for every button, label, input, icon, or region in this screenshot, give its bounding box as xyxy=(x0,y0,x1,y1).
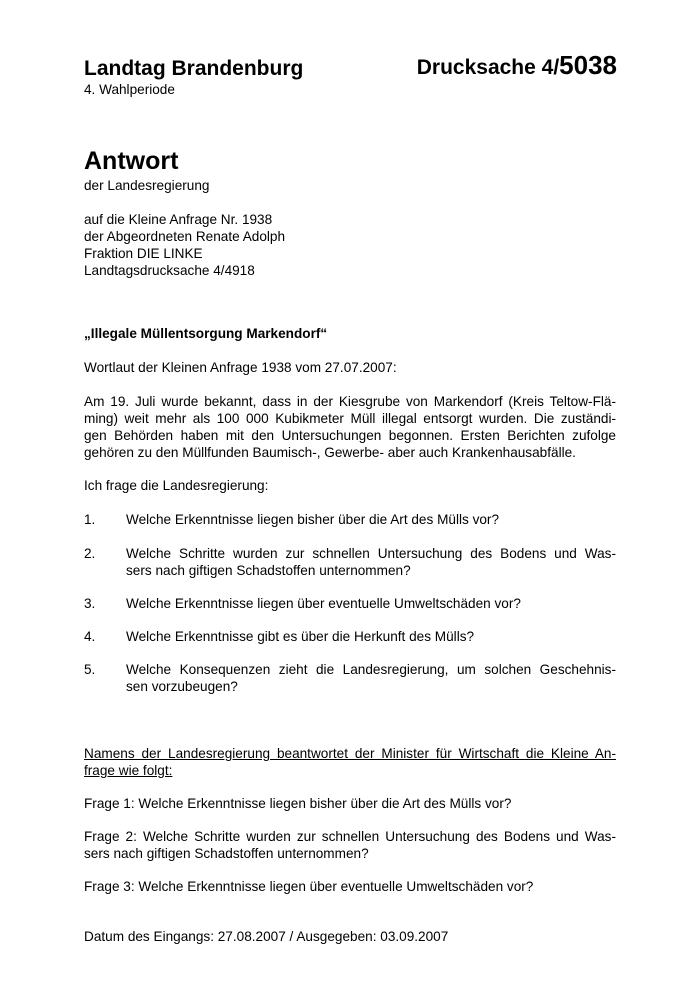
answer-line: Frage 2: Welche Schritte wurden zur schnellen Untersuchung des Bodens und Was- xyxy=(84,829,616,844)
question-text: Welche Erkenntnisse liegen bisher über die Art des Mülls vor? xyxy=(126,512,500,527)
intro-line: ming) weit mehr als 100 000 Kubikmeter Müll illegal entsorgt wurden. Die zuständi- xyxy=(84,411,616,426)
answer-line: Frage 1: Welche Erkenntnisse liegen bisher über die Art des Mülls vor? xyxy=(84,796,512,811)
intro-line: gehören zu den Müllfunden Baumisch-, Gewerbe- aber auch Krankenhausabfälle. xyxy=(84,445,576,460)
receipt-date-footer: Datum des Eingangs: 27.08.2007 / Ausgegeben: 03.09.2007 xyxy=(84,929,449,944)
intro-paragraph xyxy=(84,393,616,461)
question-text: sers nach giftigen Schadstoffen unternommen? xyxy=(126,563,411,578)
question-item xyxy=(84,595,616,612)
question-text: sen vorzubeugen? xyxy=(126,679,238,694)
question-number: 5. xyxy=(84,662,96,677)
intro-line: gen Behörden haben mit den Untersuchungen begonnen. Ersten Berichten zufolge xyxy=(84,428,616,443)
answer-intro-line: Namens der Landesregierung beantwortet der Minister für Wirtschaft die Kleine An- xyxy=(84,746,616,761)
wording-intro: Wortlaut der Kleinen Anfrage 1938 vom 27.07.2007: xyxy=(84,360,397,375)
answer-line: sers nach giftigen Schadstoffen unternommen? xyxy=(84,846,369,861)
subject-title: „Illegale Müllentsorgung Markendorf“ xyxy=(84,326,328,341)
question-item xyxy=(84,511,616,528)
drucksache-id xyxy=(417,50,617,81)
reference-line: der Abgeordneten Renate Adolph xyxy=(84,229,286,244)
drucksache-label: Drucksache 4/ xyxy=(416,56,560,79)
question-number: 2. xyxy=(84,546,96,561)
question-number: 1. xyxy=(84,512,96,527)
document-heading: Antwort xyxy=(84,147,179,175)
question-text: Welche Konsequenzen zieht die Landesregierung, um solchen Geschehnis- xyxy=(126,662,616,677)
question-text: Welche Schritte wurden zur schnellen Untersuchung des Bodens und Was- xyxy=(126,546,616,561)
question-number: 4. xyxy=(84,629,96,644)
parliament-name: Landtag Brandenburg xyxy=(84,57,304,80)
answer-item xyxy=(84,795,616,812)
question-text: Welche Erkenntnisse liegen über eventuelle Umweltschäden vor? xyxy=(126,596,521,611)
question-item xyxy=(84,661,616,695)
reference-block xyxy=(84,211,285,279)
ask-intro: Ich frage die Landesregierung: xyxy=(84,478,269,493)
reference-line: Fraktion DIE LINKE xyxy=(84,246,203,261)
answer-line: Frage 3: Welche Erkenntnisse liegen über eventuelle Umweltschäden vor? xyxy=(84,879,534,894)
election-period: 4. Wahlperiode xyxy=(84,82,175,97)
answer-intro xyxy=(84,745,616,779)
answer-item xyxy=(84,828,616,862)
question-item xyxy=(84,628,616,645)
document-subheading: der Landesregierung xyxy=(84,178,210,193)
answer-item xyxy=(84,878,616,895)
question-text: Welche Erkenntnisse gibt es über die Herkunft des Mülls? xyxy=(126,629,475,644)
answer-intro-line: frage wie folgt: xyxy=(84,763,173,778)
intro-line: Am 19. Juli wurde bekannt, dass in der Kiesgrube von Markendorf (Kreis Teltow-Flä- xyxy=(84,394,616,409)
reference-line: Landtagsdrucksache 4/4918 xyxy=(84,263,255,278)
question-item xyxy=(84,545,616,579)
drucksache-number: 5038 xyxy=(559,50,617,80)
reference-line: auf die Kleine Anfrage Nr. 1938 xyxy=(84,212,273,227)
question-number: 3. xyxy=(84,596,96,611)
